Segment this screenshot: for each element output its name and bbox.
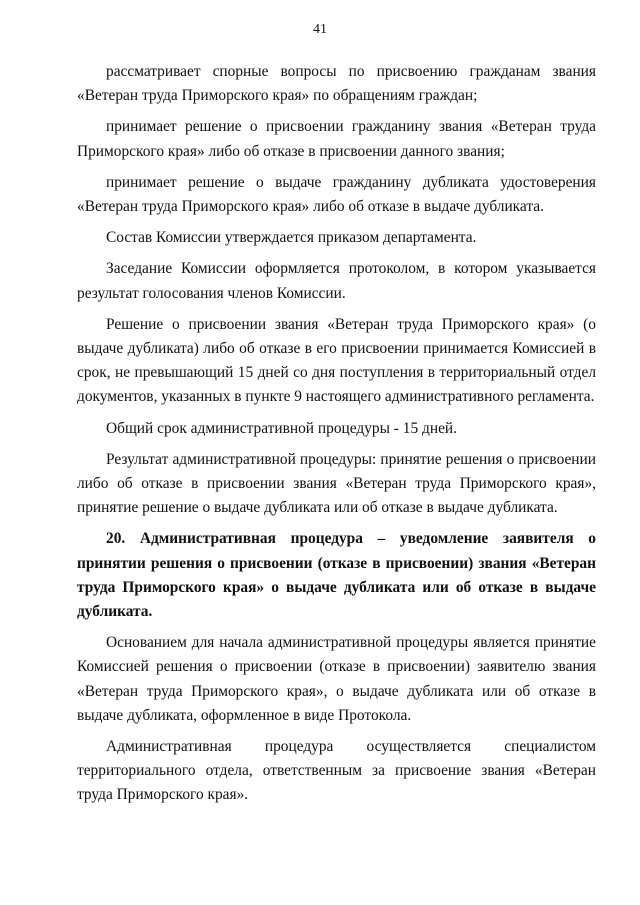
paragraph-7: Общий срок административной процедуры - 15 дней. bbox=[106, 419, 457, 437]
paragraph-6: Решение о присвоении звания «Ветеран труда Приморского края» (о выдаче дубликата) либо об отказе в его присвоении принимается Комиссией в срок, не превышающий 15 дней со дня поступления в территориальный отдел документов, указанных в пункте 9 настоящего административного регламента. bbox=[77, 315, 596, 406]
paragraph-5: Заседание Комиссии оформляется протоколом, в котором указывается результат голосования членов Комиссии. bbox=[77, 260, 596, 302]
paragraph-1: рассматривает спорные вопросы по присвоению гражданам звания «Ветеран труда Приморского края» по обращениям граждан; bbox=[77, 63, 596, 105]
paragraph-10: Административная процедура осуществляется специалистом территориального отдела, ответственным за присвоение звания «Ветеран труда Приморского края». bbox=[77, 738, 596, 804]
paragraph-2: принимает решение о присвоении гражданину звания «Ветеран труда Приморского края» либо об отказе в присвоении данного звания; bbox=[77, 118, 596, 160]
document-body bbox=[77, 60, 596, 815]
paragraph-4: Состав Комиссии утверждается приказом департамента. bbox=[106, 229, 477, 247]
paragraph-9: Основанием для начала административной процедуры является принятие Комиссией решения о присвоении (отказе в присвоении) заявителю звания «Ветеран труда Приморского края», о выдаче дубликата или об отказе в выдаче дубликата, оформленное в виде Протокола. bbox=[77, 634, 596, 724]
section-heading-20: 20. Административная процедура – уведомление заявителя о принятии решения о присвоении (отказе в присвоении) звания «Ветеран труда Приморского края» о выдаче дубликата или об отказе в выдаче дубликата. bbox=[77, 530, 596, 621]
paragraph-8: Результат административной процедуры: принятие решения о присвоении либо об отказе в присвоении звания «Ветеран труда Приморского края», принятие решение о выдаче дубликата или об отказе в выдаче дубликата. bbox=[77, 450, 596, 517]
page-number: 41 bbox=[313, 22, 327, 37]
paragraph-3: принимает решение о выдаче гражданину дубликата удостоверения «Ветеран труда Приморского края» либо об отказе в выдаче дубликата. bbox=[77, 173, 596, 216]
